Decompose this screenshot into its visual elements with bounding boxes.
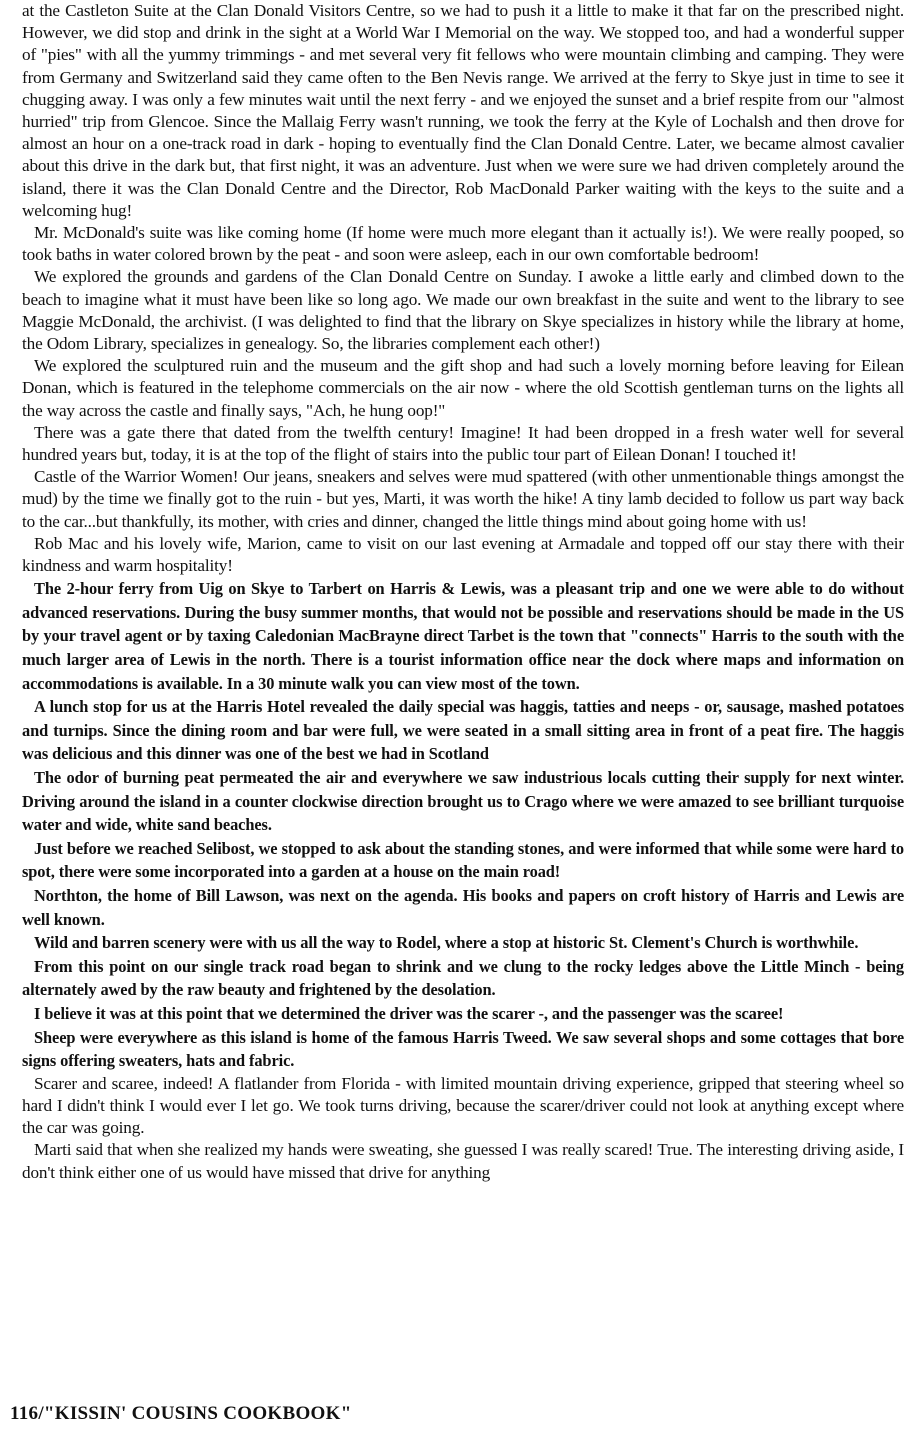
paragraph: The odor of burning peat permeated the air and everywhere we saw industrious locals cutting their supply for next winter. Driving around the island in a counter clockwise direction brought us to Crago where we were amazed to see brilliant turquoise water and wide, white sand beaches.: [22, 768, 904, 835]
paragraph: Northton, the home of Bill Lawson, was next on the agenda. His books and papers on croft history of Harris and Lewis are well known.: [22, 886, 904, 929]
paragraph: Castle of the Warrior Women! Our jeans, sneakers and selves were mud spattered (with other unmentionable things amongst the mud) by the time we finally got to the ruin - but yes, Marti, it was worth the hike! A tiny lamb decided to follow us part way back to the car...but thankfully, its mother, with cries and dinner, changed the little things mind about going home with us!: [22, 467, 904, 531]
paragraph: Mr. McDonald's suite was like coming home (If home were much more elegant than it actually is!). We were really pooped, so took baths in water colored brown by the peat - and soon were asleep, each in our own comfortable bedroom!: [22, 223, 904, 265]
page-footer: 116/"KISSIN' COUSINS COOKBOOK": [10, 1403, 352, 1424]
paragraph: Wild and barren scenery were with us all the way to Rodel, where a stop at historic St. Clement's Church is worthwhile.: [34, 933, 859, 953]
paragraph: We explored the sculptured ruin and the museum and the gift shop and had such a lovely morning before leaving for Eilean Donan, which is featured in the telephome commercials on the air now - where the old Scottish gentleman turns on the lights all the way across the castle and finally says, "Ach, he hung oop!": [22, 356, 904, 420]
document-page: [22, 0, 904, 1443]
paragraph: From this point on our single track road began to shrink and we clung to the rocky ledges above the Little Minch - being alternately awed by the raw beauty and frightened by the desolation.: [22, 956, 904, 1000]
paragraph: The 2-hour ferry from Uig on Skye to Tarbert on Harris & Lewis, was a pleasant trip and one we were able to do without advanced reservations. During the busy summer months, that would not be possible and reservations should be made in the US by your travel agent or by taxing Caledonian MacBrayne direct Tarbet is the town that "connects" Harris to the south with the much larger area of Lewis in the north. There is a tourist information office near the dock where maps and information on accommodations is available. In a 30 minute walk you can view most of the town.: [22, 579, 904, 693]
paragraph: There was a gate there that dated from the twelfth century! Imagine! It had been dropped in a fresh water well for several hundred years but, today, it is at the top of the flight of stairs into the public tour part of Eilean Donan! I touched it!: [22, 422, 904, 465]
paragraph: I believe it was at this point that we determined the driver was the scarer -, and the passenger was the scaree!: [34, 1003, 784, 1023]
paragraph: Just before we reached Selibost, we stopped to ask about the standing stones, and were informed that while some were hard to spot, there were some incorporated into a garden at a house on the main road!: [22, 838, 904, 882]
paragraph: at the Castleton Suite at the Clan Donald Visitors Centre, so we had to push it a little to make it that far on the prescribed night. However, we did stop and drink in the sight at a World War I Memorial on the way. We stopped too, and had a wonderful supper of "pies" with all the yummy trimmings - and met several very fit fellows who were mountain climbing and camping. They were from Germany and Switzerland said they came often to the Ben Nevis range. We arrived at the ferry to Skye just in time to see it chugging away. I was only a few minutes wait until the next ferry - and we enjoyed the sunset and a brief respite from our "almost hurried" trip from Glencoe. Since the Mallaig Ferry wasn't running, we took the ferry at the Kyle of Lochalsh and then drove for almost an hour on a one-track road in dark - hoping to eventually find the Clan Donald Centre. Later, we became almost cavalier about this drive in the dark but, that first night, it was an adventure. Just when we were sure we had driven completely around the island, there it was the Clan Donald Centre and the Director, Rob MacDonald Parker waiting with the keys to the suite and a welcoming hug!: [22, 1, 904, 220]
paragraph: Scarer and scaree, indeed! A flatlander from Florida - with limited mountain driving experience, gripped that steering wheel so hard I didn't think I would ever I let go. We took turns driving, because the scarer/driver could not look at anything except where the car was going.: [22, 1073, 904, 1138]
paragraph: Sheep were everywhere as this island is home of the famous Harris Tweed. We saw several shops and some cottages that bore signs offering sweaters, hats and fabric.: [22, 1027, 904, 1071]
paragraph: Rob Mac and his lovely wife, Marion, came to visit on our last evening at Armadale and topped off our stay there with their kindness and warm hospitality!: [22, 533, 904, 576]
paragraph: A lunch stop for us at the Harris Hotel revealed the daily special was haggis, tatties and neeps - or, sausage, mashed potatoes and turnips. Since the dining room and bar were full, we were seated in a small sitting area in front of a peat fire. The haggis was delicious and this dinner was one of the best we had in Scotland: [22, 697, 904, 764]
paragraph: Marti said that when she realized my hands were sweating, she guessed I was really scared! True. The interesting driving aside, I don't think either one of us would have missed that drive for anything: [22, 1140, 904, 1182]
body-text: [22, 0, 904, 1184]
paragraph: We explored the grounds and gardens of the Clan Donald Centre on Sunday. I awoke a little early and climbed down to the beach to imagine what it must have been like so long ago. We made our own breakfast in the suite and went to the library to see Maggie McDonald, the archivist. (I was delighted to find that the library on Skye specializes in history while the library at home, the Odom Library, specializes in genealogy. So, the libraries complement each other!): [22, 267, 904, 354]
